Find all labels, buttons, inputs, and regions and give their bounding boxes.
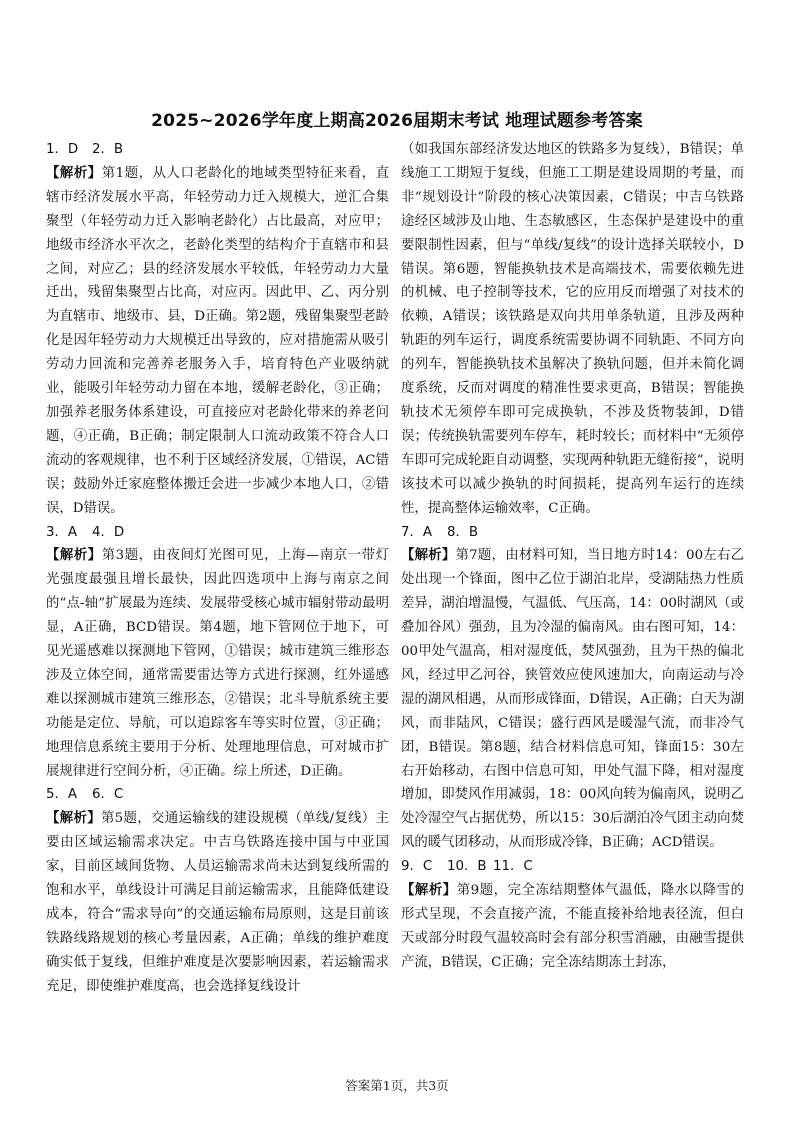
- explanation-label: 【解析】: [401, 883, 457, 899]
- page-title: 2025~2026学年度上期高2026届期末考试 地理试题参考答案: [151, 111, 643, 131]
- answer-line-3-4: [46, 521, 389, 545]
- answer-q10: 10．B: [447, 859, 487, 875]
- explanation-text: 第1题，从人口老龄化的地域类型特征来看，直辖市经济发展水平高，年轻劳动力迁入规模大，逆汇合集聚型（年轻劳动力迁入影响老龄化）占比最高，对应甲；地级市经济水平次之，老龄化类型的结构介于直辖市和县之间，对应乙；县的经济发展水平较低，年轻劳动力大量迁出，残留集聚型占比高，对应丙。因此甲、乙、丙分别为直辖市、地级市、县，D正确。第2题，残留集聚型老龄化是因年轻劳动力大规模迁出导致的，应对措施需从吸引劳动力回流和完善养老服务入手，培育特色产业吸纳就业，能吸引年轻劳动力留在本地，缓解老龄化，③正确；加强养老服务体系建设，可直接应对老龄化带来的养老问题，④正确，B正确；制定限制人口流动政策不符合人口流动的客观规律，也不利于区域经济发展，①错误，AC错误；鼓励外迁家庭整体搬迁会进一步减少本地人口，②错误，D错误。: [46, 165, 389, 516]
- answer-line-5-6: [46, 783, 389, 807]
- explanation-label: 【解析】: [46, 811, 101, 827]
- left-column: [46, 138, 389, 999]
- answer-q4: 4．D: [92, 524, 125, 540]
- answer-q1: 1．D: [46, 142, 79, 157]
- answer-q11: 11．C: [493, 859, 533, 875]
- explanation-label: 【解析】: [401, 548, 456, 564]
- explanation-label: 【解析】: [46, 165, 102, 181]
- answer-line-7-8: [401, 521, 744, 545]
- explanation-5-6-continued: （如我国东部经济发达地区的铁路多为复线），B错误；单线施工工期短于复线，但施工工期是建设周期的考量，而非“规划设计”阶段的核心决策因素，C错误；中吉乌铁路途经区域涉及山地、生态敏感区，生态保护是建设中的重要限制性因素，但与“单线/复线”的设计选择关联较小，D错误。第6题，智能换轨技术是高端技术，需要依赖先进的机械、电子控制等技术，它的应用反而增强了对技术的依赖，A错误；该铁路是双向共用单条轨道，且涉及两种轨距的列车运行，调度系统需要协调不同轨距、不同方向的列车，智能换轨技术虽解决了换轨问题，但并未简化调度系统，反而对调度的精准性要求更高，B错误；智能换轨技术无须停车即可完成换轨，不涉及货物装卸，D错误；传统换轨需要列车停车，耗时较长；而材料中“无须停车即可完成轮距自动调整，实现两种轨距无缝衔接”，说明该技术可以减少换轨的时间损耗，提高列车运行的连续性，提高整体运输效率，C正确。: [401, 142, 744, 516]
- answer-q7: 7．A: [401, 524, 433, 540]
- right-column: [401, 138, 744, 975]
- answer-q8: 8．B: [447, 524, 479, 540]
- explanation-text: 第5题，交通运输线的建设规模（单线/复线）主要由区域运输需求决定。中吉乌铁路连接中国与中亚国家，目前区域间货物、人员运输需求尚未达到复线所需的饱和水平，单线设计可满足目前运输需求，且能降低建设成本，符合“需求导向”的交通运输布局原则，这是目前该铁路线路规划的核心考量因素，A正确；单线的维护难度确实低于复线，但维护难度是次要影响因素，若运输需求充足，即使维护难度高，也会选择复线设计: [46, 811, 389, 994]
- explanation-label: 【解析】: [46, 548, 102, 564]
- answer-line-9-11: [401, 855, 744, 879]
- explanation-7-8: [401, 544, 744, 855]
- answer-q3: 3．A: [46, 524, 78, 540]
- answer-q6: 6．C: [92, 787, 124, 803]
- answer-line-1-2: [46, 138, 389, 162]
- explanation-text: 第3题，由夜间灯光图可见，上海—南京一带灯光强度最强且增长最快，因此四选项中上海与南京之间的“点-轴”扩展最为连续、发展带受核心城市辐射带动最明显，A正确，BCD错误。第4题，地下管网位于地下，可见光遥感难以探测地下管网，①错误；城市建筑三维形态涉及立体空间，通常需要雷达等方式进行探测，红外遥感难以探测城市建筑三维形态，②错误；北斗导航系统主要功能是定位、导航，可以追踪客车等实时位置，③正确；地理信息系统主要用于分析、处理地理信息，可对城市扩展规律进行空间分析，④正确。综上所述，D正确。: [46, 548, 389, 779]
- page-footer: 答案第1页，共3页: [345, 1078, 449, 1093]
- answer-q9: 9．C: [401, 859, 433, 875]
- explanation-1-2: [46, 162, 389, 521]
- answer-q5: 5．A: [46, 787, 78, 803]
- answer-q2: 2．B: [92, 142, 124, 157]
- explanation-9-11: [401, 879, 744, 975]
- explanation-5-6: [46, 807, 389, 998]
- explanation-3-4: [46, 544, 389, 783]
- explanation-text: 第9题，完全冻结期整体气温低，降水以降雪的形式呈现，不会直接产流，不能直接补给地表径流，但白天或部分时段气温较高时会有部分积雪消融，由融雪提供产流，B错误，C正确；完全冻结期冻土封冻，: [401, 883, 744, 970]
- explanation-text: 第7题，由材料可知，当日地方时14：00左右乙处出现一个锋面，图中乙位于湖泊北岸，受湖陆热力性质差异，湖泊增温慢，气温低、气压高，14：00时湖风（或叠加谷风）强劲，且为冷湿的偏南风。由右图可知，14：00甲处气温高，相对湿度低，焚风强劲，且为干热的偏北风，经过甲乙河谷，狭管效应使风速加大，向南运动与冷湿的湖风相遇，从而形成锋面，D错误，A正确；白天为湖风，而非陆风，C错误；盛行西风是暖湿气流，而非冷气团，B错误。第8题，结合材料信息可知，锋面15：30左右开始移动，右图中信息可知，甲处气温下降，相对湿度增加，即焚风作用减弱，18：00风向转为偏南风，说明乙处冷湿空气占据优势，所以15：30后湖泊冷气团主动向焚风的暖气团移动，从而形成冷锋，B正确；ACD错误。: [401, 548, 744, 851]
